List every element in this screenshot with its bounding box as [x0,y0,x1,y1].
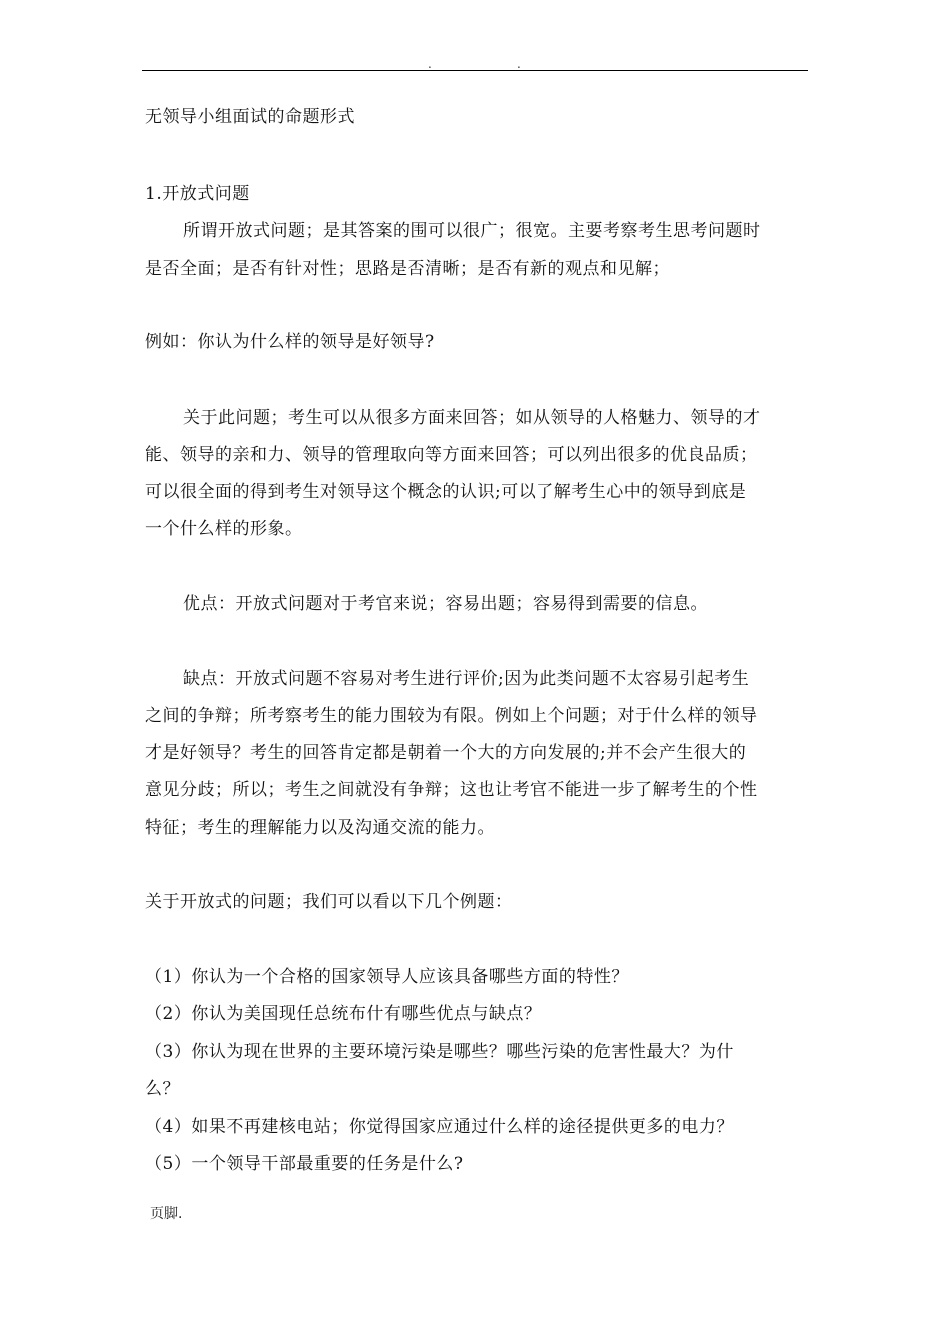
example-item: （2）你认为美国现任总统布什有哪些优点与缺点？ [145,1004,542,1024]
document-title: 无领导小组面试的命题形式 [145,107,355,127]
header-dot-left: . [428,57,432,71]
disadvantages-line: 缺点：开放式问题不容易对考生进行评价;因为此类问题不太容易引起考生 [183,669,750,689]
disadvantages-line: 才是好领导？考生的回答肯定都是朝着一个大的方向发展的;并不会产生很大的 [145,743,747,763]
advantages-paragraph: 优点：开放式问题对于考官来说；容易出题；容易得到需要的信息。 [183,594,708,614]
disadvantages-line: 特征；考生的理解能力以及沟通交流的能力。 [145,818,495,838]
definition-line: 所谓开放式问题；是其答案的围可以很广；很宽。主要考察考生思考问题时 [183,221,761,241]
example-item: （3）你认为现在世界的主要环境污染是哪些？哪些污染的危害性最大？为什 [145,1042,734,1062]
header-dot-right: . [517,57,521,71]
example-item: 么？ [145,1079,180,1099]
example-item: （5）一个领导干部最重要的任务是什么? [145,1154,464,1174]
disadvantages-line: 之间的争辩；所考察考生的能力围较为有限。例如上个问题；对于什么样的领导 [145,706,758,726]
section-heading: 1.开放式问题 [145,184,250,204]
header-rule [142,70,808,71]
example-answer-line: 可以很全面的得到考生对领导这个概念的认识;可以了解考生心中的领导到底是 [145,482,747,502]
page-footer: 页脚. [150,1206,183,1222]
example-answer-line: 一个什么样的形象。 [145,519,303,539]
example-item: （4）如果不再建核电站；你觉得国家应通过什么样的途径提供更多的电力？ [145,1117,734,1137]
example-item: （1）你认为一个合格的国家领导人应该具备哪些方面的特性？ [145,967,629,987]
disadvantages-line: 意见分歧；所以；考生之间就没有争辩；这也让考官不能进一步了解考生的个性 [145,780,758,800]
examples-intro: 关于开放式的问题；我们可以看以下几个例题： [145,892,513,912]
example-answer-line: 关于此问题；考生可以从很多方面来回答；如从领导的人格魅力、领导的才 [183,408,761,428]
example-question: 例如：你认为什么样的领导是好领导? [145,332,435,352]
example-answer-line: 能、领导的亲和力、领导的管理取向等方面来回答；可以列出很多的优良品质； [145,445,758,465]
definition-line: 是否全面；是否有针对性；思路是否清晰；是否有新的观点和见解； [145,259,670,279]
